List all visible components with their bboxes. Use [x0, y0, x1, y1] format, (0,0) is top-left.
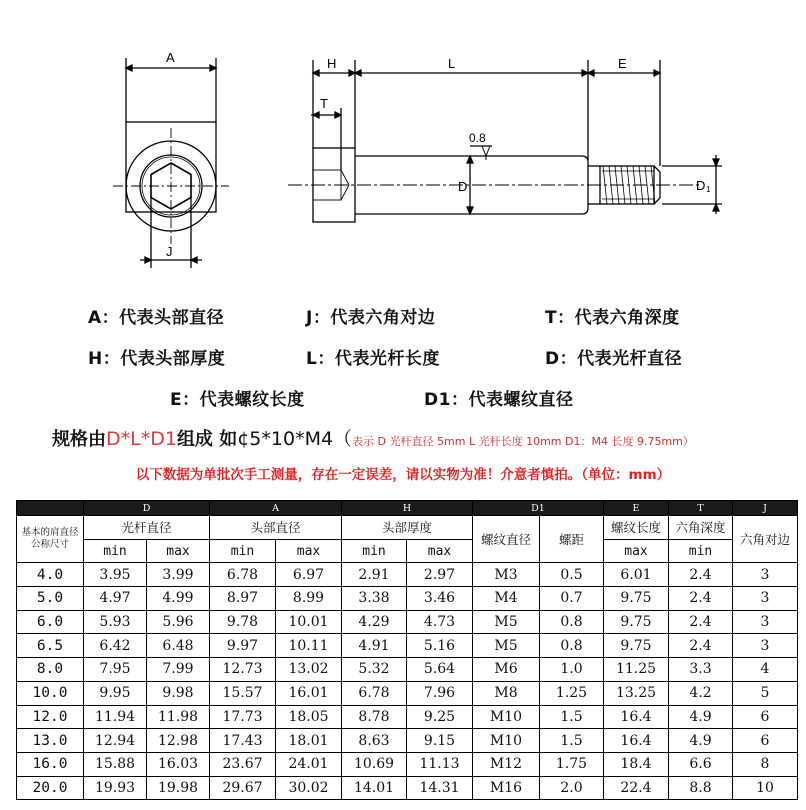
table-cell: M16 [473, 776, 540, 800]
group-code-j: J [733, 501, 798, 516]
group-code-a: A [210, 501, 342, 516]
row-size-cell: 12.0 [17, 705, 84, 729]
table-corner [17, 501, 84, 516]
table-cell: 3.3 [669, 658, 733, 682]
table-cell: 6.97 [276, 563, 342, 587]
spec-line [52, 424, 694, 451]
measurement-notice: 以下数据为单批次手工测量，存在一定误差，请以实物为准！介意者慎拍。（单位：mm） [135, 467, 671, 483]
table-group-row [17, 501, 798, 516]
table-cell: 5.64 [407, 658, 473, 682]
row-size-cell: 13.0 [17, 729, 84, 753]
table-cell: 9.25 [407, 705, 473, 729]
table-cell: 12.73 [210, 658, 276, 682]
row-size-cell: 6.0 [17, 610, 84, 634]
table-cell: 1.0 [540, 658, 604, 682]
pitch-header: 螺距 [540, 516, 604, 563]
table-row [17, 681, 798, 705]
table-cell: 4.9 [669, 705, 733, 729]
row-size-cell: 20.0 [17, 776, 84, 800]
unit-min: min [342, 539, 407, 563]
table-cell: 13.25 [604, 681, 669, 705]
unit-max: max [604, 539, 669, 563]
table-cell: M4 [473, 587, 540, 611]
table-cell: 10.69 [342, 752, 407, 776]
table-cell: 0.5 [540, 563, 604, 587]
table-cell: 3.38 [342, 587, 407, 611]
table-cell: 8.8 [669, 776, 733, 800]
table-cell: 16.03 [147, 752, 210, 776]
unit-max: max [147, 539, 210, 563]
table-cell: 8.99 [276, 587, 342, 611]
label-l: L [448, 56, 456, 71]
table-cell: 1.25 [540, 681, 604, 705]
table-cell: 24.01 [276, 752, 342, 776]
hex-af-header: 六角对边 [733, 516, 798, 563]
table-cell: M5 [473, 610, 540, 634]
table-cell: 5.93 [84, 610, 147, 634]
table-cell: 2.4 [669, 587, 733, 611]
legend-j: J：代表六角对边 [306, 308, 436, 328]
table-cell: M5 [473, 634, 540, 658]
table-cell: 10.01 [276, 610, 342, 634]
table-cell: 16.4 [604, 729, 669, 753]
table-cell: 1.5 [540, 705, 604, 729]
table-cell: M12 [473, 752, 540, 776]
label-e: E [618, 56, 627, 71]
legend-a: A：代表头部直径 [88, 308, 225, 328]
group-code-t: T [669, 501, 733, 516]
table-cell: 3 [733, 587, 798, 611]
table-cell: 4.97 [84, 587, 147, 611]
table-header-row [17, 516, 798, 540]
table-cell: 9.75 [604, 634, 669, 658]
table-cell: 22.4 [604, 776, 669, 800]
label-t: T [320, 96, 328, 111]
hex-depth-header: 六角深度 [669, 516, 733, 540]
legend-e: E：代表螺纹长度 [170, 390, 305, 410]
table-cell: 2.97 [407, 563, 473, 587]
table-cell: 6 [733, 729, 798, 753]
legend-l: L：代表光杆长度 [306, 349, 440, 369]
table-cell: M10 [473, 729, 540, 753]
side-view [288, 60, 722, 222]
table-cell: 16.4 [604, 705, 669, 729]
table-cell: 23.67 [210, 752, 276, 776]
table-cell: 6.48 [147, 634, 210, 658]
table-cell: 13.02 [276, 658, 342, 682]
spec-table [16, 500, 798, 800]
table-cell: 29.67 [210, 776, 276, 800]
table-cell: 5 [733, 681, 798, 705]
table-cell: 9.15 [407, 729, 473, 753]
unit-min: min [669, 539, 733, 563]
table-cell: 3.46 [407, 587, 473, 611]
label-chamfer: 0.8 [469, 131, 486, 145]
row-size-cell: 6.5 [17, 634, 84, 658]
table-cell: 11.98 [147, 705, 210, 729]
table-cell: 3 [733, 610, 798, 634]
row-size-cell: 16.0 [17, 752, 84, 776]
table-cell: 4.99 [147, 587, 210, 611]
table-cell: 19.98 [147, 776, 210, 800]
table-cell: 12.94 [84, 729, 147, 753]
table-cell: 11.94 [84, 705, 147, 729]
table-row [17, 634, 798, 658]
table-cell: 9.98 [147, 681, 210, 705]
table-cell: 6.78 [342, 681, 407, 705]
table-cell: 2.4 [669, 563, 733, 587]
table-cell: 6.01 [604, 563, 669, 587]
table-cell: 0.7 [540, 587, 604, 611]
table-cell: 8 [733, 752, 798, 776]
table-cell: 18.01 [276, 729, 342, 753]
table-cell: 5.16 [407, 634, 473, 658]
table-cell: 19.93 [84, 776, 147, 800]
unit-min: min [84, 539, 147, 563]
table-cell: 6.6 [669, 752, 733, 776]
table-cell: 2.4 [669, 634, 733, 658]
spec-mid: 组成 如 [176, 429, 238, 450]
technical-drawing [0, 0, 806, 290]
table-cell: 14.31 [407, 776, 473, 800]
group-code-d: D [84, 501, 210, 516]
table-cell: 4.73 [407, 610, 473, 634]
table-cell: 7.95 [84, 658, 147, 682]
legend-t: T：代表六角深度 [545, 308, 680, 328]
table-cell: 1.75 [540, 752, 604, 776]
table-unit-row [17, 539, 798, 563]
table-cell: 8.63 [342, 729, 407, 753]
table-cell: 5.96 [147, 610, 210, 634]
table-cell: 7.99 [147, 658, 210, 682]
label-d1: D [696, 178, 706, 193]
group-code-d1: D1 [473, 501, 604, 516]
thread-dia-header: 螺纹直径 [473, 516, 540, 563]
spec-prefix: 规格由 [52, 429, 106, 450]
legend-h: H：代表头部厚度 [88, 349, 226, 369]
table-row [17, 776, 798, 800]
table-row [17, 729, 798, 753]
table-row [17, 610, 798, 634]
table-cell: 6.78 [210, 563, 276, 587]
row-size-cell: 8.0 [17, 658, 84, 682]
table-cell: 1.5 [540, 729, 604, 753]
table-cell: 15.57 [210, 681, 276, 705]
row-size-cell: 10.0 [17, 681, 84, 705]
table-cell: 10 [733, 776, 798, 800]
table-cell: 17.43 [210, 729, 276, 753]
table-row [17, 658, 798, 682]
table-cell: 8.97 [210, 587, 276, 611]
label-j: J [166, 244, 173, 259]
end-view [113, 58, 229, 268]
table-cell: 30.02 [276, 776, 342, 800]
table-cell: 4.29 [342, 610, 407, 634]
spec-example: ¢5*10*M4（ [237, 428, 353, 450]
table-cell: 9.97 [210, 634, 276, 658]
table-row [17, 587, 798, 611]
table-cell: 0.8 [540, 610, 604, 634]
table-cell: 5.32 [342, 658, 407, 682]
shaft-dia-header: 光杆直径 [84, 516, 210, 540]
spec-formula: D*L*D1 [106, 428, 177, 450]
legend-d1: D1：代表螺纹直径 [424, 390, 574, 410]
size-header: 基本的肩直径公称尺寸 [17, 516, 84, 563]
table-cell: 18.05 [276, 705, 342, 729]
table-cell: 7.96 [407, 681, 473, 705]
table-cell: 9.78 [210, 610, 276, 634]
table-cell: 6 [733, 705, 798, 729]
table-cell: M6 [473, 658, 540, 682]
table-row [17, 563, 798, 587]
table-cell: M10 [473, 705, 540, 729]
table-cell: 18.4 [604, 752, 669, 776]
table-cell: 2.91 [342, 563, 407, 587]
group-code-e: E [604, 501, 669, 516]
table-body [17, 563, 798, 800]
head-dia-header: 头部直径 [210, 516, 342, 540]
table-cell: 15.88 [84, 752, 147, 776]
table-cell: 3.99 [147, 563, 210, 587]
table-cell: 2.0 [540, 776, 604, 800]
table-cell: 8.78 [342, 705, 407, 729]
table-cell: M8 [473, 681, 540, 705]
spec-explanation: 表示 D 光杆直径 5mm L 光杆长度 10mm D1：M4 长度 9.75mm） [352, 435, 694, 448]
table-row [17, 752, 798, 776]
unit-min: min [210, 539, 276, 563]
label-a: A [166, 50, 175, 65]
table-cell: M3 [473, 563, 540, 587]
table-cell: 16.01 [276, 681, 342, 705]
head-thick-header: 头部厚度 [342, 516, 473, 540]
table-cell: 6.42 [84, 634, 147, 658]
table-cell: 11.13 [407, 752, 473, 776]
table-cell: 9.95 [84, 681, 147, 705]
table-cell: 4 [733, 658, 798, 682]
table-cell: 3 [733, 563, 798, 587]
group-code-h: H [342, 501, 473, 516]
table-cell: 17.73 [210, 705, 276, 729]
table-cell: 3.95 [84, 563, 147, 587]
table-cell: 2.4 [669, 610, 733, 634]
table-cell: 9.75 [604, 610, 669, 634]
legend-d: D：代表光杆直径 [545, 349, 683, 369]
row-size-cell: 4.0 [17, 563, 84, 587]
table-cell: 3 [733, 634, 798, 658]
table-cell: 4.2 [669, 681, 733, 705]
thread-len-header: 螺纹长度 [604, 516, 669, 540]
table-cell: 11.25 [604, 658, 669, 682]
label-d1-sub: 1 [706, 185, 711, 194]
row-size-cell: 5.0 [17, 587, 84, 611]
table-cell: 12.98 [147, 729, 210, 753]
unit-max: max [407, 539, 473, 563]
table-cell: 10.11 [276, 634, 342, 658]
table-cell: 4.91 [342, 634, 407, 658]
table-cell: 9.75 [604, 587, 669, 611]
unit-max: max [276, 539, 342, 563]
label-h: H [327, 56, 337, 71]
table-cell: 0.8 [540, 634, 604, 658]
table-row [17, 705, 798, 729]
table-cell: 4.9 [669, 729, 733, 753]
label-d: D [458, 179, 468, 194]
table-cell: 14.01 [342, 776, 407, 800]
